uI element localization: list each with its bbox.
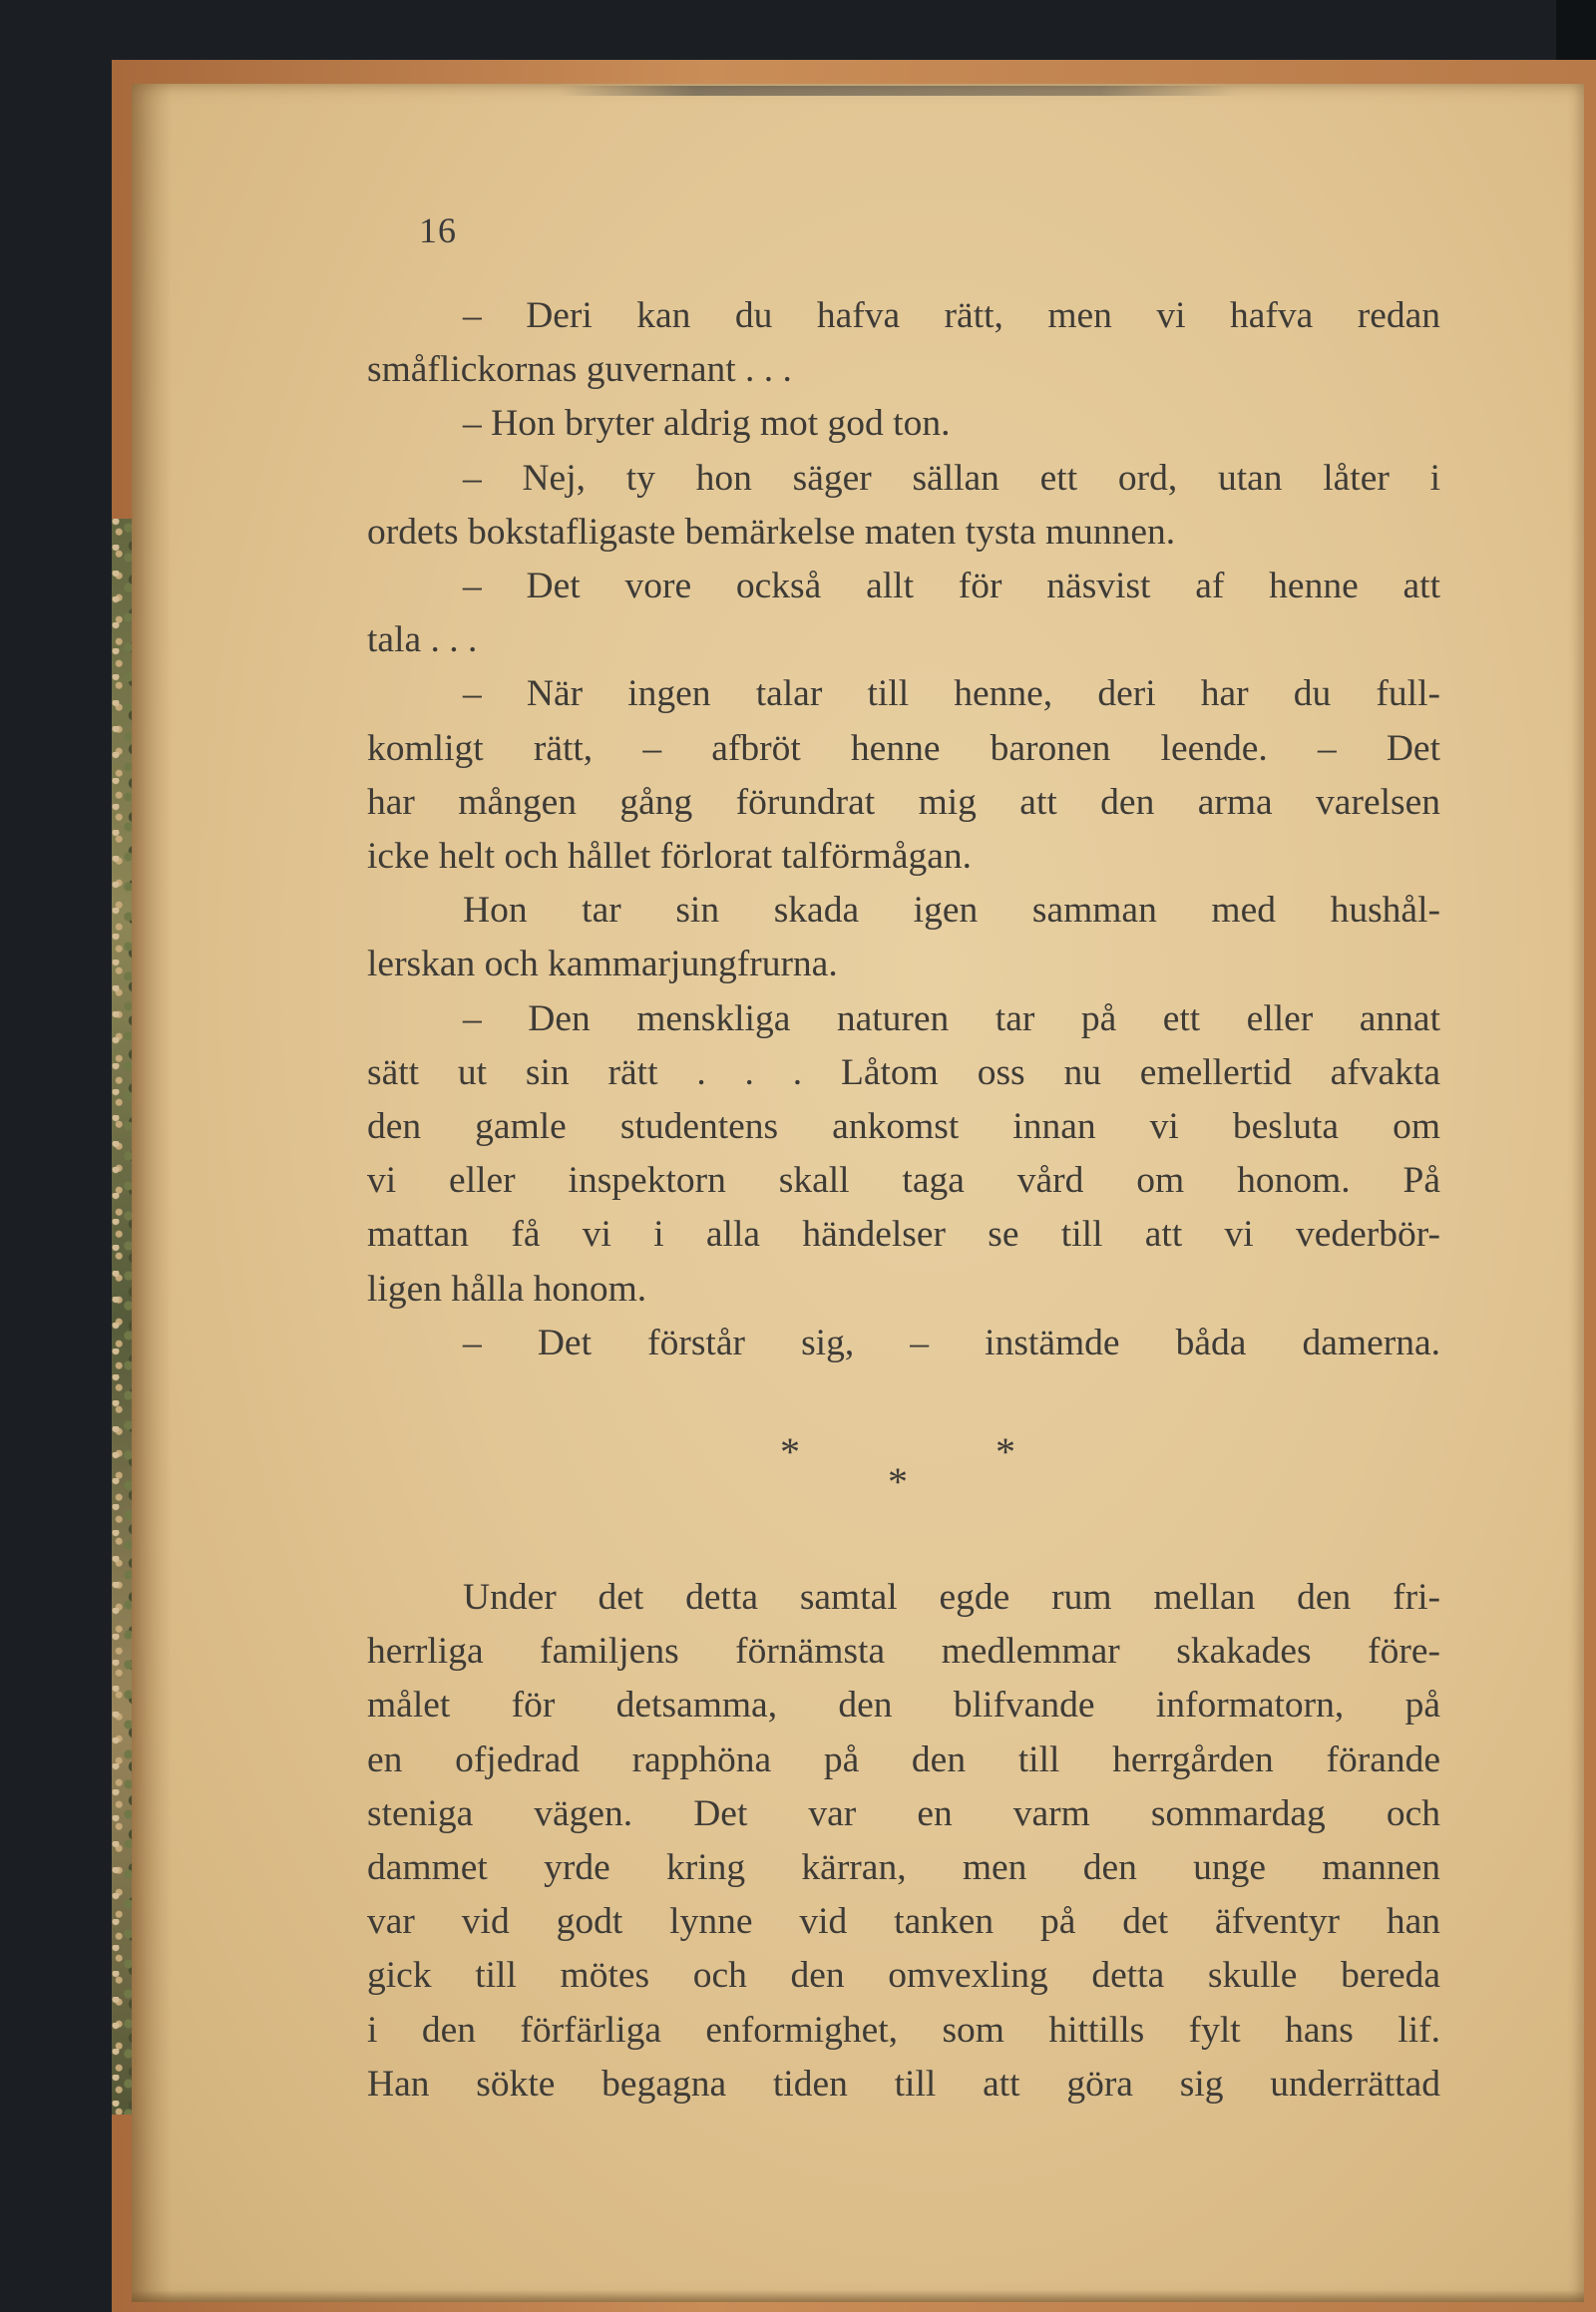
text-line: – Det vore också allt för näsvist af henne att [463, 566, 1440, 607]
asterisk: * [996, 1429, 1015, 1474]
text-line: – När ingen talar till henne, deri har du full- [463, 673, 1440, 715]
text-line: målet för detsamma, den blifvande informatorn, på [367, 1685, 1440, 1727]
text-line: mattan få vi i alla händelser se till att vi vederbör- [367, 1214, 1440, 1256]
text-line: tala . . . [367, 619, 478, 661]
text-line: i den förfärliga enformighet, som hittills fylt hans lif. [367, 2009, 1440, 2051]
text-line: – Nej, ty hon säger sällan ett ord, utan låter i [463, 457, 1440, 499]
dialogue-section [367, 289, 1440, 1370]
text-line: var vid godt lynne vid tanken på det äfventyr han [367, 1901, 1440, 1943]
text-line: gick till mötes och den omvexling detta skulle bereda [367, 1955, 1440, 1997]
text-line: steniga vägen. Det var en varm sommardag och [367, 1792, 1440, 1834]
top-page-rule [559, 86, 1237, 96]
asterisk: * [780, 1429, 800, 1474]
text-line: vi eller inspektorn skall taga vård om honom. På [367, 1160, 1440, 1202]
text-line: – Den menskliga naturen tar på ett eller annat [463, 997, 1440, 1039]
text-line: en ofjedrad rapphöna på den till herrgården förande [367, 1738, 1440, 1780]
text-line: sätt ut sin rätt . . . Låtom oss nu emellertid afvakta [367, 1051, 1440, 1093]
text-line: icke helt och hållet förlorat talförmågan. [367, 836, 972, 878]
text-line: den gamle studentens ankomst innan vi besluta om [367, 1106, 1440, 1148]
text-line: dammet yrde kring kärran, men den unge mannen [367, 1847, 1440, 1889]
text-line: lerskan och kammarjungfrurna. [367, 944, 838, 985]
text-line: ligen hålla honom. [367, 1268, 647, 1310]
narrative-section [367, 1571, 1440, 2112]
text-line: – Det förstår sig, – instämde båda damerna. [463, 1322, 1440, 1363]
page-bottom-edge [132, 2290, 1584, 2302]
page-gutter-shadow [132, 84, 172, 2302]
section-break-asterism [758, 1416, 1017, 1506]
text-line: – Deri kan du hafva rätt, men vi hafva redan [463, 295, 1440, 336]
text-line: har mången gång förundrat mig att den arma varelsen [367, 781, 1440, 823]
text-line: Hon tar sin skada igen samman med hushål- [463, 890, 1440, 932]
asterisk: * [888, 1459, 908, 1504]
text-line: komligt rätt, – afbröt henne baronen leende. – Det [367, 727, 1440, 769]
text-line: ordets bokstafligaste bemärkelse maten tysta munnen. [367, 511, 1176, 553]
text-line: Under det detta samtal egde rum mellan den fri- [463, 1577, 1440, 1618]
text-line: – Hon bryter aldrig mot god ton. [463, 403, 951, 445]
text-line: småflickornas guvernant . . . [367, 349, 792, 391]
page-number: 16 [419, 210, 457, 250]
text-line: herrliga familjens förnämsta medlemmar skakades före- [367, 1631, 1440, 1673]
text-line: Han sökte begagna tiden till att göra sig underrättad [367, 2063, 1440, 2105]
